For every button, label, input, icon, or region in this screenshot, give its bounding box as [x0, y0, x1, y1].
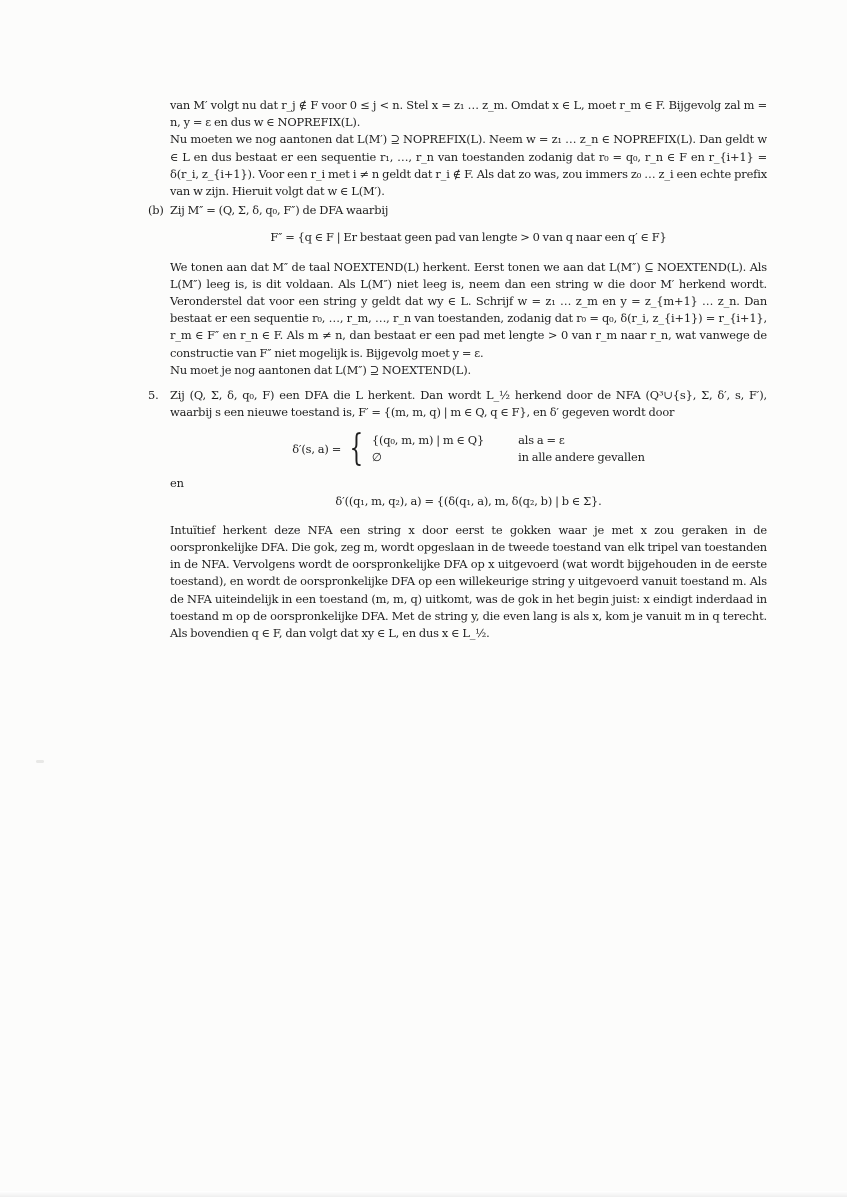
delta-cond-1: als a = ε [518, 433, 565, 448]
item-5-label: 5. [148, 388, 159, 403]
page-content [148, 97, 767, 642]
scan-artifact [36, 760, 44, 763]
part-b-intro: Zij M″ = (Q, Σ, δ, q₀, F″) de DFA waarbij [170, 203, 389, 218]
item-5-paragraph: Intuïtief herkent deze NFA een string x door eerst te gokken waar je met x zou geraken in de oorspronkelijke DFA. Die gok, zeg m, wordt opgeslaan in de tweede toestand van elk tripel van toestanden in de NFA. Vervolgens wordt de oorspronkelijke DFA op x uitgevoerd (wat wordt bijgehouden in de eerste toestand), en wordt de oorspronkelijke DFA op een willekeurige string y uitgevoerd vanuit toestand m. Als de NFA uiteindelijk in een toestand (m, m, q) uitkomt, was de gok in het begin juist: x eindigt inderdaad in toestand m op de oorspronkelijke DFA. Met de string y, die even lang is als x, kom je vanuit m in q terecht. Als bovendien q ∈ F, dan volgt dat xy ∈ L, en dus x ∈ L_½. [170, 522, 767, 641]
delta-case-rows [372, 432, 645, 466]
item-5-intro: Zij (Q, Σ, δ, q₀, F) een DFA die L herkent. Dan wordt L_½ herkend door de NFA (Q³∪{s}, Σ, δ′, s, F′), waarbij s een nieuwe toestand is, F′ = {(m, m, q) | m ∈ Q, q ∈ F}, en δ′ gegeven wordt door [170, 388, 767, 420]
delta-case-2: ∅ [371, 450, 382, 465]
delta-equation-2: δ′((q₁, m, q₂), a) = {(δ(q₁, a), m, δ(q₂, b) | b ∈ Σ}. [335, 493, 602, 508]
paragraph-1: van M′ volgt nu dat r_j ∉ F voor 0 ≤ j < n. Stel x = z₁ … z_m. Omdat x ∈ L, moet r_m ∈ F. Bijgevolg zal m = n, y = ε en dus w ∈ NOPREFIX(L). [170, 98, 767, 130]
part-b-paragraph: We tonen aan dat M″ de taal NOEXTEND(L) herkent. Eerst tonen we aan dat L(M″) ⊆ NOEXTEND(L). Als L(M″) leeg is, is dit voldaan. Als L(M″) niet leeg is, neem dan een string w die door M′ herkend wordt. Veronderstel dat voor een string y geldt dat wy ∈ L. Schrijf w = z₁ … z_m en y = z_{m+1} … z_n. Dan bestaat er een sequentie r₀, …, r_m, …, r_n van toestanden, zodanig dat r₀ = q₀, δ(r_i, z_{i+1}) = r_{i+1}, r_m ∈ F″ en r_n ∈ F. Als m ≠ n, dan bestaat er een pad met lengte > 0 van r_m naar r_n, wat vanwege de constructie van F″ niet mogelijk is. Bijgevolg moet y = ε. [170, 259, 767, 360]
delta-cond-2: in alle andere gevallen [518, 450, 645, 465]
paragraph-2: Nu moeten we nog aantonen dat L(M′) ⊇ NOPREFIX(L). Neem w = z₁ … z_n ∈ NOPREFIX(L). Dan geldt w ∈ L en dus bestaat er een sequentie r₁, …, r_n van toestanden zodanig dat r₀ = q₀, r_n ∈ F en r_{i+1} = δ(r_i, z_{i+1}). Voor een r_i met i ≠ n geldt dat r_i ∉ F. Als dat zo was, zou immers z₀ … z_i een echte prefix van w zijn. Hieruit volgt dat w ∈ L(M′). [170, 132, 767, 199]
item-5 [148, 387, 767, 470]
part-b-equation: F″ = {q ∈ F | Er bestaat geen pad van lengte > 0 van q naar een q′ ∈ F} [270, 230, 667, 245]
part-b [148, 202, 767, 379]
scan-bottom-edge [0, 1191, 847, 1197]
part-b-closing: Nu moet je nog aantonen dat L(M″) ⊇ NOEXTEND(L). [170, 362, 471, 377]
delta-case-1: {(q₀, m, m) | m ∈ Q} [371, 433, 485, 448]
part-b-label: (b) [148, 203, 164, 218]
left-brace-icon: { [349, 428, 364, 470]
en-connector: en [170, 476, 184, 491]
delta-cases-equation [170, 428, 767, 470]
delta-lhs: δ′(s, a) = [292, 441, 342, 456]
